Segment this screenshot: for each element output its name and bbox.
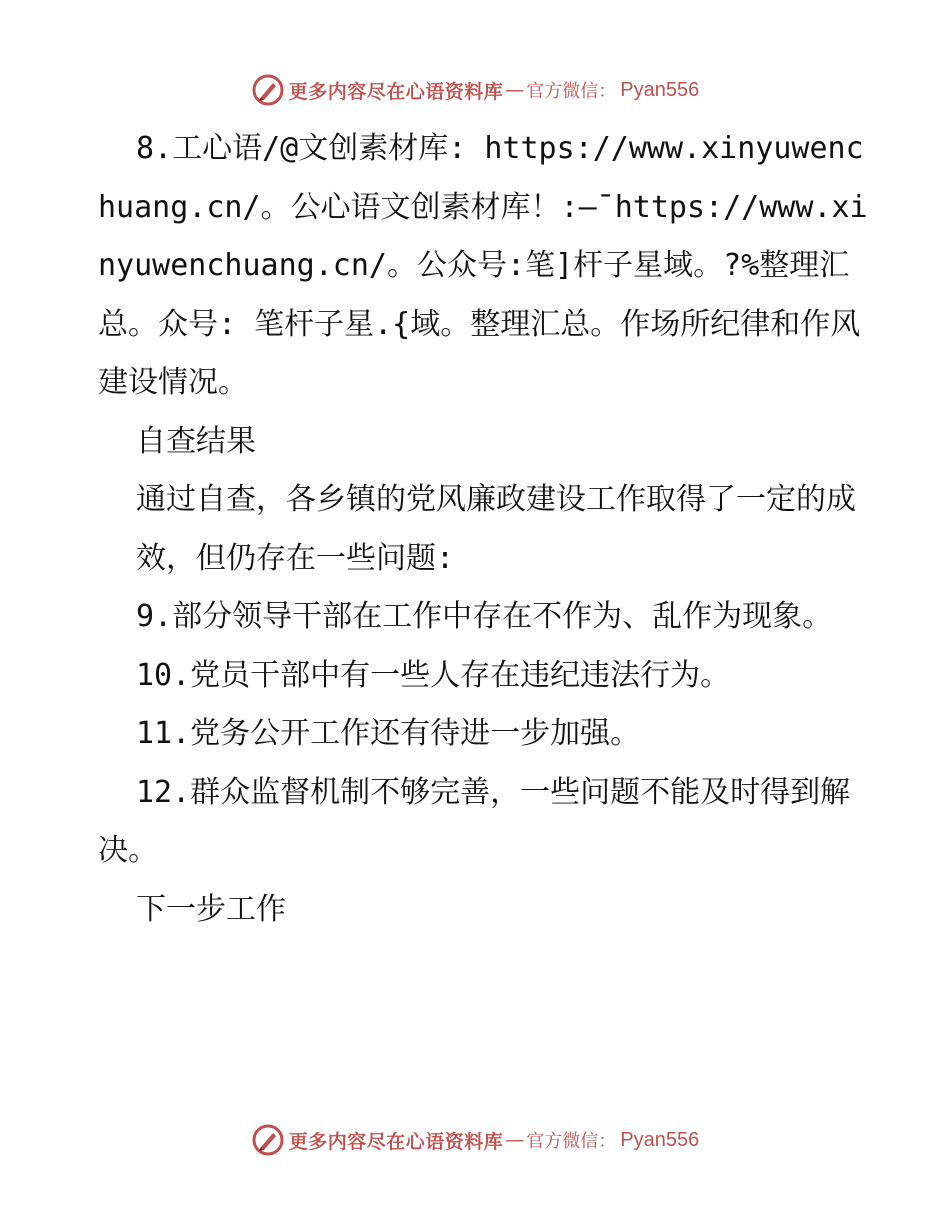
document-body [98, 120, 868, 939]
paragraph-summary-continued: 效，但仍存在一些问题: [136, 540, 455, 576]
paragraph-item-11: 11.党务公开工作还有待进一步加强。 [136, 716, 641, 751]
banner-separator: — [505, 79, 525, 101]
paragraph-item-12: 12.群众监督机制不够完善，一些问题不能及时得到解决。 [98, 774, 851, 868]
header-banner [0, 68, 950, 112]
section-heading-next-steps: 下一步工作 [136, 891, 286, 927]
paragraph-item-9: 9.部分领导干部在工作中存在不作为、乱作为现象。 [136, 599, 833, 634]
paragraph-item-8: 8.工心语/@文创素材库: https://www.xinyuwenchuang.cn/。公心语文创素材库！:—¯https://www.xinyuwenchuang.cn/。公众号:笔]杆子星域。?%整理汇总。众号: 笔杆子星.{域。整理汇总。作场所纪律和作风建设情况。 [98, 131, 868, 400]
banner-wechat-label: 官方微信： [526, 1131, 617, 1152]
banner-wechat-label: 官方微信： [526, 81, 617, 102]
paragraph-item-10: 10.党员干部中有一些人存在违纪违法行为。 [136, 657, 731, 693]
pen-logo-icon [251, 73, 285, 107]
footer-banner [0, 1118, 950, 1162]
section-heading-self-check-result: 自查结果 [136, 423, 256, 459]
pen-logo-icon [251, 1123, 285, 1157]
banner-text: 更多内容尽在心语资料库 [288, 80, 504, 103]
banner-wechat-id: Pyan556 [620, 1128, 700, 1151]
banner-separator: — [505, 1129, 525, 1151]
banner-text: 更多内容尽在心语资料库 [288, 1130, 504, 1153]
banner-wechat-id: Pyan556 [620, 78, 700, 101]
paragraph-summary: 通过自查，各乡镇的党风廉政建设工作取得了一定的成 [136, 482, 856, 517]
